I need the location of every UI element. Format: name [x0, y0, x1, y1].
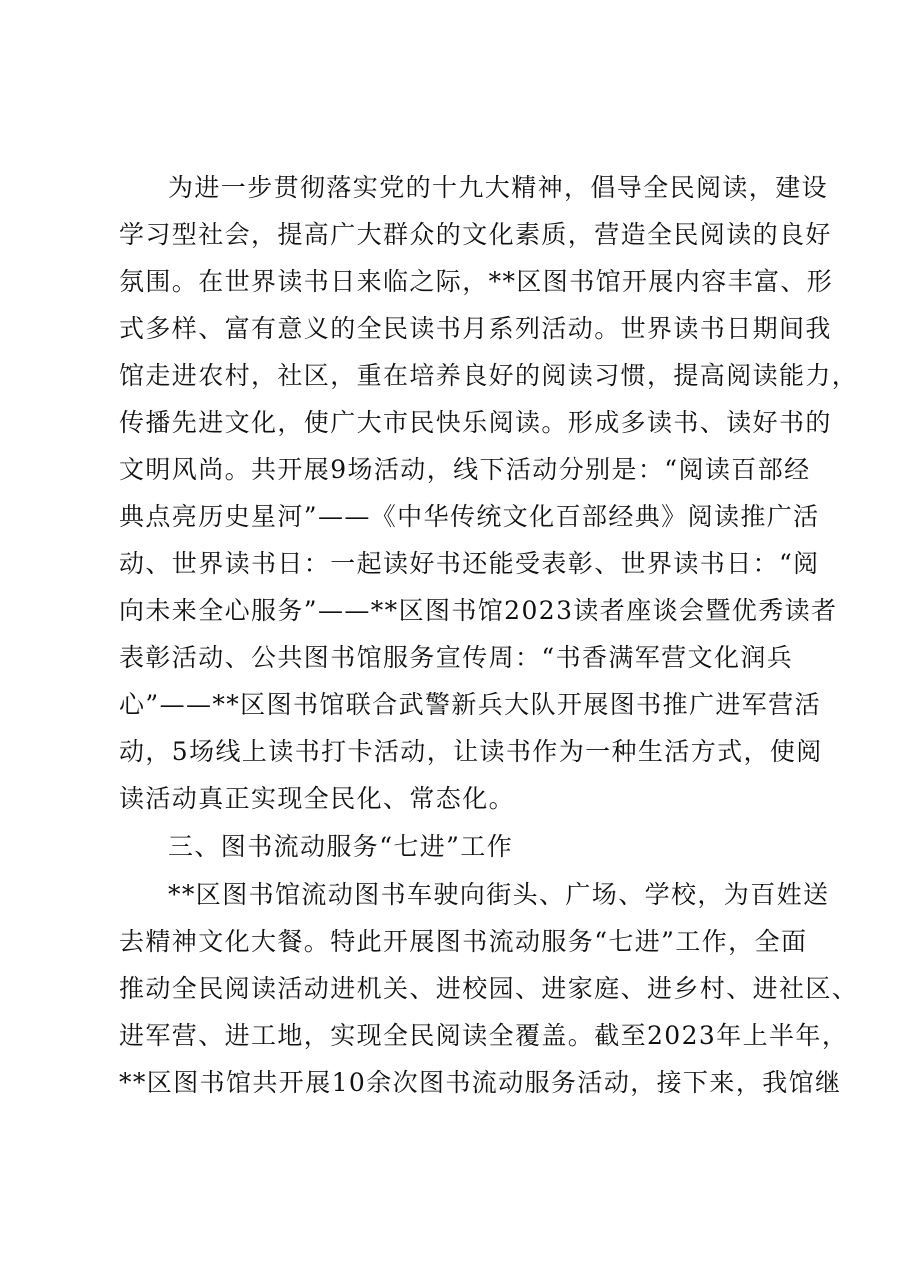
- paragraph-1-line-11: 表彰活动、公共图书馆服务宣传周：“书香满军营文化润兵: [119, 643, 794, 672]
- paragraph-1-line-5: 馆走进农村，社区，重在培养良好的阅读习惯，提高阅读能力，: [119, 361, 859, 390]
- paragraph-2-line-5: **区图书馆共开展10余次图书流动服务活动，接下来，我馆继: [119, 1068, 842, 1097]
- paragraph-1-line-13: 动，5场线上读书打卡活动，让读书作为一种生活方式，使阅: [119, 737, 823, 766]
- paragraph-2-line-4: 进军营、进工地，实现全民阅读全覆盖。截至2023年上半年，: [119, 1021, 849, 1050]
- paragraph-2-line-2: 去精神文化大餐。特此开展图书流动服务“七进”工作，全面: [119, 927, 808, 956]
- paragraph-1-line-7: 文明风尚。共开展9场活动，线下活动分别是：“阅读百部经: [119, 455, 811, 484]
- paragraph-1-line-4: 式多样、富有意义的全民读书月系列活动。世界读书日期间我: [119, 314, 832, 343]
- paragraph-1-line-10: 向未来全心服务”——**区图书馆2023读者座谈会暨优秀读者: [119, 596, 838, 625]
- paragraph-2-line-1: **区图书馆流动图书车驶向街头、广场、学校，为百姓送: [168, 880, 830, 909]
- paragraph-1-line-14: 读活动真正实现全民化、常态化。: [119, 784, 516, 813]
- paragraph-2-line-3: 推动全民阅读活动进机关、进校园、进家庭、进乡村、进社区、: [119, 974, 859, 1003]
- paragraph-1-line-8: 典点亮历史星河”——《中华传统文化百部经典》阅读推广活: [119, 502, 820, 531]
- paragraph-1-line-6: 传播先进文化，使广大市民快乐阅读。形成多读书、读好书的: [119, 408, 832, 437]
- paragraph-1-line-2: 学习型社会，提高广大群众的文化素质，营造全民阅读的良好: [119, 220, 832, 249]
- paragraph-1-line-3: 氛围。在世界读书日来临之际，**区图书馆开展内容丰富、形: [119, 267, 834, 296]
- section-heading-3: 三、图书流动服务“七进”工作: [168, 832, 514, 861]
- paragraph-1-line-1: 为进一步贯彻落实党的十九大精神，倡导全民阅读，建设: [168, 173, 829, 202]
- paragraph-1-line-9: 动、世界读书日：一起读好书还能受表彰、世界读书日：“阅: [119, 549, 820, 578]
- paragraph-1-line-12: 心”——**区图书馆联合武警新兵大队开展图书推广进军营活: [119, 690, 821, 719]
